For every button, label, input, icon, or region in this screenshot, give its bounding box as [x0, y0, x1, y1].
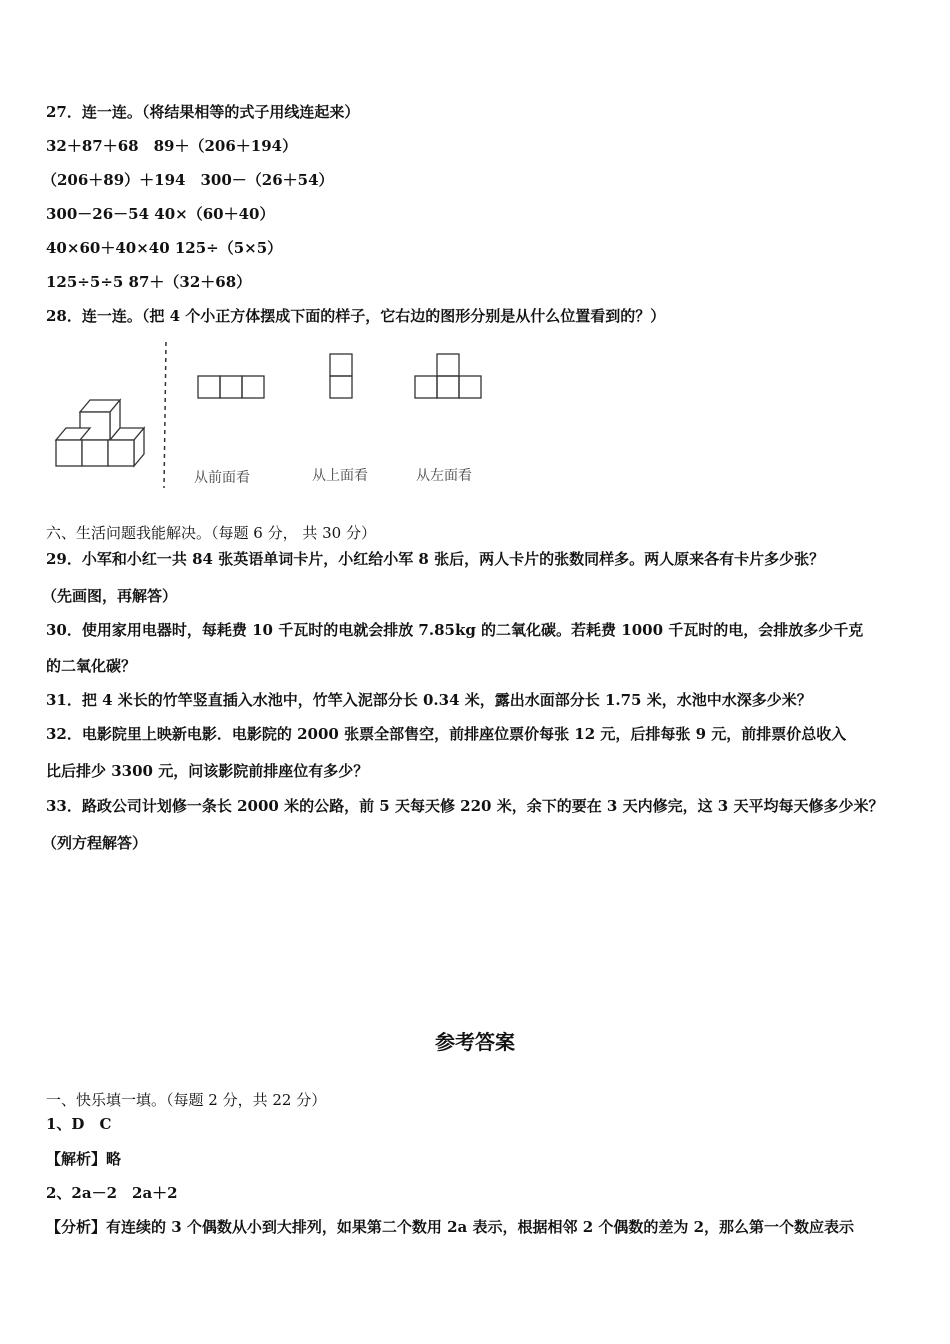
q27-heading: 27．连一连。（将结果相等的式子用线连起来） [46, 103, 360, 121]
q32-text-cont: 比后排少 3300 元，问该影院前排座位有多少？ [46, 762, 369, 780]
view-left [415, 354, 481, 398]
q33-note: （列方程解答） [42, 834, 148, 852]
cube-views-diagram [46, 338, 516, 498]
cube-front-1 [56, 440, 82, 466]
q30-text-cont: 的二氧化碳？ [46, 657, 137, 675]
answer-2-analysis: 【分析】有连续的 3 个偶数从小到大排列，如果第二个数用 2a 表示，根据相邻 2 个偶数的差为 2，那么第一个数应表示 [46, 1218, 855, 1236]
q28-heading: 28．连一连。（把 4 个小正方体摆成下面的样子，它右边的图形分别是从什么位置看到的？） [46, 307, 666, 325]
cube-front-3 [108, 440, 134, 466]
caption-top: 从上面看 [312, 468, 368, 484]
q33-text: 33．路政公司计划修一条长 2000 米的公路，前 5 天每天修 220 米，余下的要在 3 天内修完，这 3 天平均每天修多少米？ [46, 797, 884, 815]
caption-left: 从左面看 [416, 468, 472, 484]
q32-text: 32．电影院里上映新电影．电影院的 2000 张票全部售空，前排座位票价每张 12 元，后排每张 9 元，前排票价总收入 [46, 725, 847, 743]
section6-heading: 六、生活问题我能解决。（每题 6 分， 共 30 分） [46, 524, 376, 542]
divider-dashed-line [164, 342, 166, 488]
q27-row: 300－26－54 40×（60＋40） [46, 205, 275, 223]
answers-title: 参考答案 [435, 1030, 515, 1054]
q29-text: 29．小军和小红一共 84 张英语单词卡片，小红给小军 8 张后，两人卡片的张数同样多。两人原来各有卡片多少张？ [46, 550, 825, 568]
q27-row: （206＋89）＋194 300－（26＋54） [42, 171, 334, 189]
view-top [330, 354, 352, 398]
answer-1: 1、D C [46, 1115, 112, 1133]
answers-section1: 一、快乐填一填。（每题 2 分，共 22 分） [46, 1091, 327, 1109]
q27-row: 32＋87＋68 89＋（206＋194） [46, 137, 298, 155]
view-front [198, 376, 264, 398]
answer-1-analysis: 【解析】略 [46, 1150, 122, 1168]
q29-note: （先画图，再解答） [42, 587, 178, 605]
answer-2: 2、2a－2 2a＋2 [46, 1184, 178, 1202]
cube-top-front [80, 412, 110, 440]
cube-stack-drawing [56, 400, 144, 466]
caption-front: 从前面看 [194, 470, 250, 486]
q30-text: 30．使用家用电器时，每耗费 10 千瓦时的电就会排放 7.85kg 的二氧化碳。若耗费 1000 千瓦时的电，会排放多少千克 [46, 621, 864, 639]
cube-front-2 [82, 440, 108, 466]
q31-text: 31．把 4 米长的竹竿竖直插入水池中，竹竿入泥部分长 0.34 米，露出水面部分长 1.75 米，水池中水深多少米？ [46, 691, 812, 709]
q28-figure [46, 338, 516, 498]
q27-row: 40×60＋40×40 125÷（5×5） [46, 239, 283, 257]
q27-row: 125÷5÷5 87＋（32＋68） [46, 273, 252, 291]
